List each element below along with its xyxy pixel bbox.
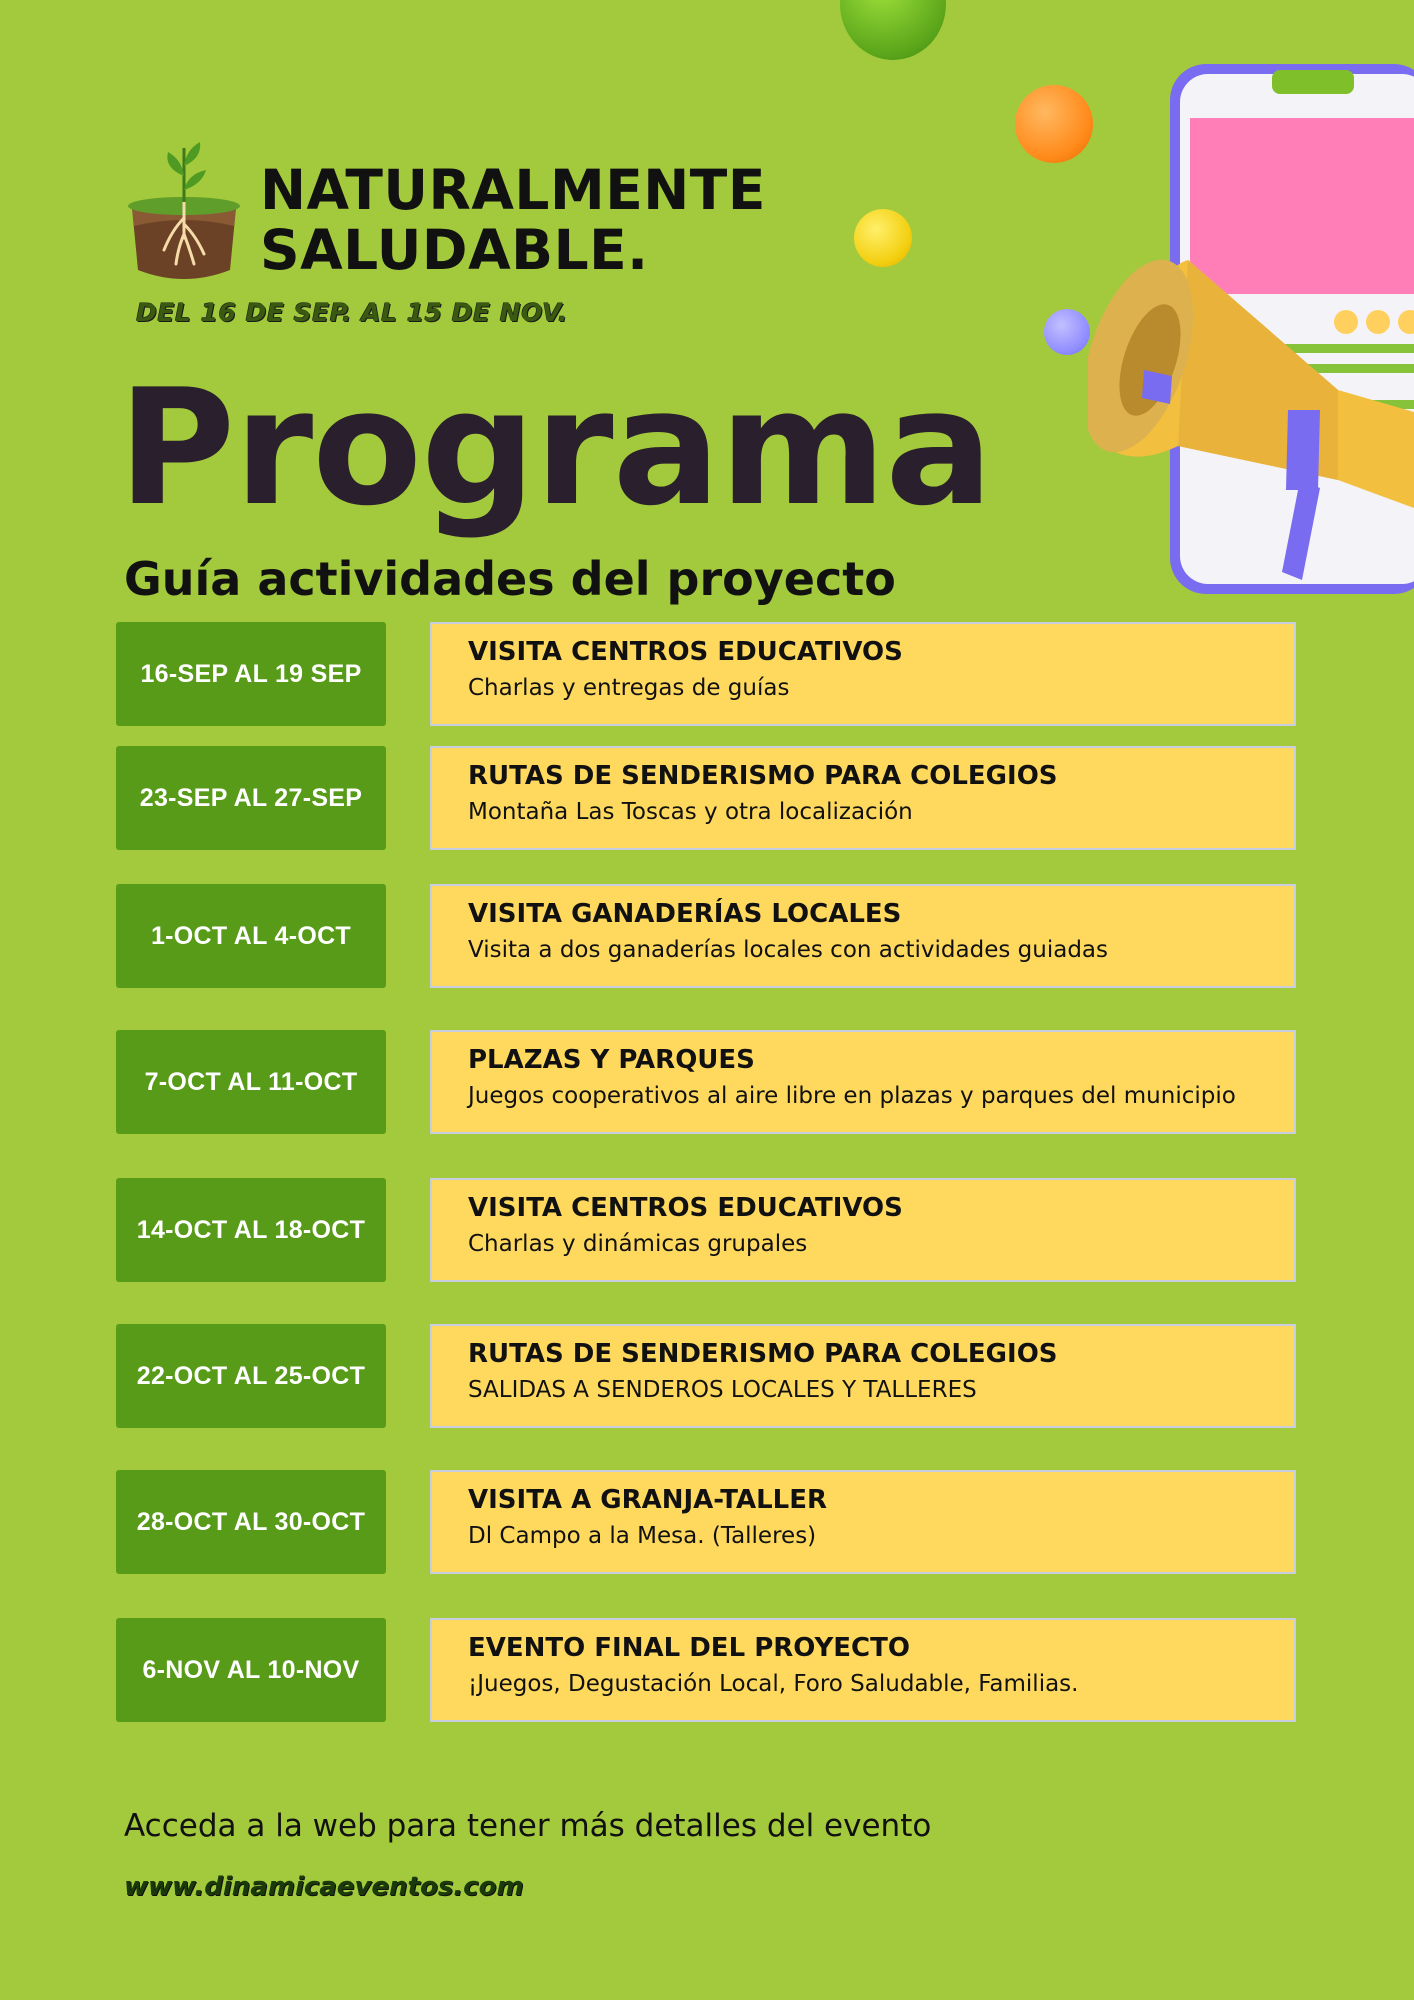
footer-text: Acceda a la web para tener más detalles del evento — [124, 1808, 932, 1844]
orange-ball-decoration — [1015, 85, 1093, 163]
activity-description: Visita a dos ganaderías locales con actividades guiadas — [468, 937, 1109, 963]
activity-description: Dl Campo a la Mesa. (Talleres) — [468, 1523, 817, 1549]
megaphone-phone-illustration — [1088, 60, 1414, 610]
activity-card — [430, 746, 1296, 850]
green-ball-decoration — [840, 0, 946, 60]
activity-card — [430, 1618, 1296, 1722]
activity-description: SALIDAS A SENDEROS LOCALES Y TALLERES — [468, 1377, 977, 1403]
activity-description: Juegos cooperativos al aire libre en plazas y parques del municipio — [468, 1083, 1236, 1109]
activity-title: VISITA CENTROS EDUCATIVOS — [468, 1193, 903, 1223]
page-title: Programa — [118, 354, 993, 541]
page-subtitle: Guía actividades del proyecto — [124, 552, 896, 606]
activity-title: RUTAS DE SENDERISMO PARA COLEGIOS — [468, 1339, 1058, 1369]
activity-description: ¡Juegos, Degustación Local, Foro Saludable, Familias. — [468, 1671, 1079, 1697]
activity-card — [430, 622, 1296, 726]
date-badge: 14-OCT AL 18-OCT — [116, 1178, 386, 1282]
activity-card — [430, 1470, 1296, 1574]
date-badge: 1-OCT AL 4-OCT — [116, 884, 386, 988]
activity-card — [430, 1324, 1296, 1428]
date-badge: 28-OCT AL 30-OCT — [116, 1470, 386, 1574]
date-badge: 16-SEP AL 19 SEP — [116, 622, 386, 726]
brand-line-1: NATURALMENTE — [260, 158, 766, 222]
purple-ball-decoration — [1044, 309, 1090, 355]
website-link[interactable]: www.dinamicaeventos.com — [124, 1872, 524, 1902]
activity-title: VISITA CENTROS EDUCATIVOS — [468, 637, 903, 667]
activity-title: VISITA A GRANJA-TALLER — [468, 1485, 828, 1515]
activity-title: EVENTO FINAL DEL PROYECTO — [468, 1633, 910, 1663]
yellow-ball-decoration — [854, 209, 912, 267]
event-dates: DEL 16 DE SEP. AL 15 DE NOV. — [136, 298, 568, 327]
activity-title: RUTAS DE SENDERISMO PARA COLEGIOS — [468, 761, 1058, 791]
activity-description: Charlas y dinámicas grupales — [468, 1231, 808, 1257]
activity-description: Charlas y entregas de guías — [468, 675, 790, 701]
date-badge: 22-OCT AL 25-OCT — [116, 1324, 386, 1428]
brand-line-2: SALUDABLE. — [260, 218, 649, 282]
activity-card — [430, 884, 1296, 988]
plant-pot-icon — [124, 138, 244, 288]
date-badge: 23-SEP AL 27-SEP — [116, 746, 386, 850]
activity-card — [430, 1178, 1296, 1282]
activity-card — [430, 1030, 1296, 1134]
activity-title: VISITA GANADERÍAS LOCALES — [468, 899, 902, 929]
activity-description: Montaña Las Toscas y otra localización — [468, 799, 913, 825]
date-badge: 6-NOV AL 10-NOV — [116, 1618, 386, 1722]
activity-title: PLAZAS Y PARQUES — [468, 1045, 755, 1075]
date-badge: 7-OCT AL 11-OCT — [116, 1030, 386, 1134]
brand-name — [260, 160, 766, 280]
